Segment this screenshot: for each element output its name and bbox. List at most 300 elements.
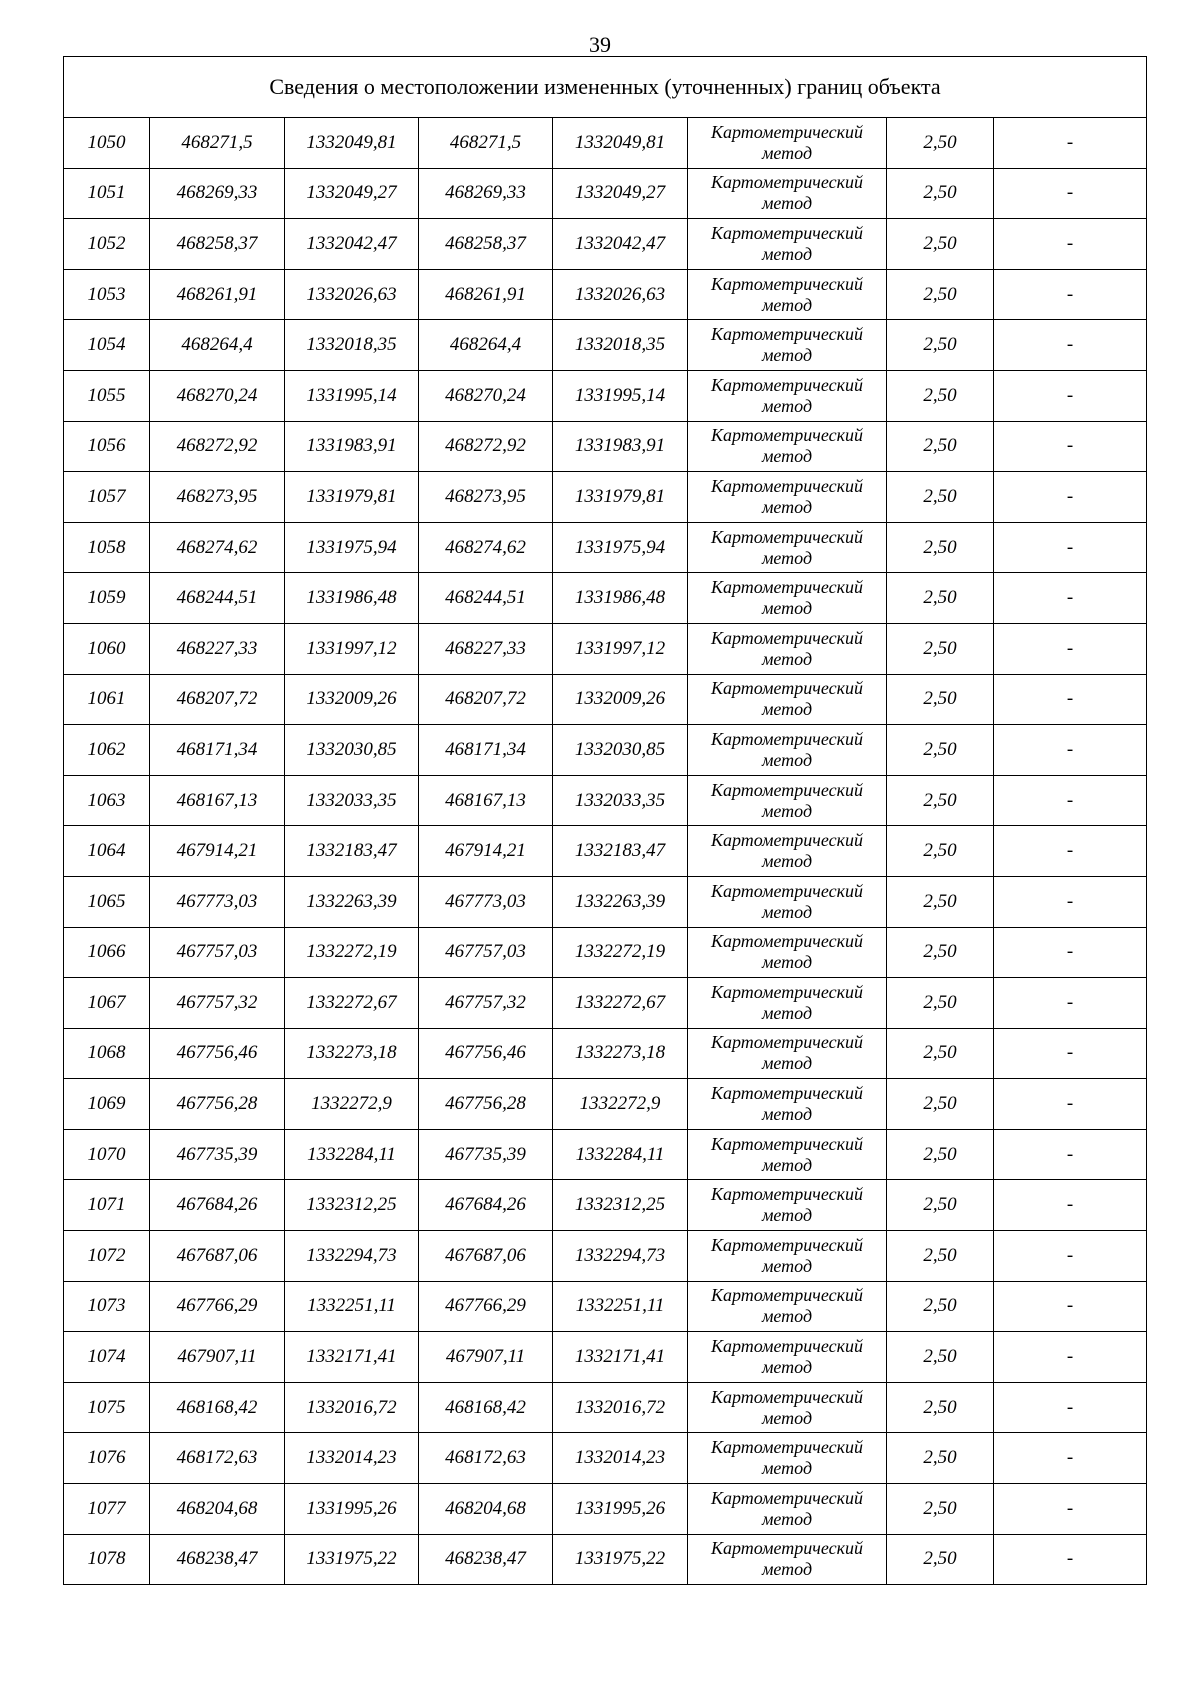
method-text-line-2: метод [761, 193, 813, 214]
point-number-cell: 1069 [64, 1079, 150, 1130]
accuracy-cell: 2,50 [887, 1382, 994, 1433]
accuracy-cell: 2,50 [887, 370, 994, 421]
existing-y-cell: 1332042,47 [285, 219, 419, 270]
point-number-cell: 1051 [64, 168, 150, 219]
new-x-cell: 467907,11 [419, 1332, 553, 1383]
note-cell: - [994, 168, 1147, 219]
note-cell: - [994, 1231, 1147, 1282]
existing-x-cell: 468261,91 [150, 269, 285, 320]
table-row [64, 1079, 1147, 1130]
method-cell [688, 421, 887, 472]
new-x-cell: 468269,33 [419, 168, 553, 219]
table-row [64, 168, 1147, 219]
existing-y-cell: 1332033,35 [285, 775, 419, 826]
accuracy-cell: 2,50 [887, 1180, 994, 1231]
table-row [64, 623, 1147, 674]
new-x-cell: 468168,42 [419, 1382, 553, 1433]
method-text-line-1: Картометрический [710, 1386, 863, 1407]
new-y-cell: 1332272,67 [553, 978, 688, 1029]
table-body [64, 118, 1147, 1585]
method-cell [688, 927, 887, 978]
accuracy-cell: 2,50 [887, 1332, 994, 1383]
method-text-line-2: метод [761, 598, 813, 619]
method-text-line-1: Картометрический [710, 627, 863, 648]
table-row [64, 927, 1147, 978]
new-x-cell: 467757,03 [419, 927, 553, 978]
existing-y-cell: 1332312,25 [285, 1180, 419, 1231]
table-row [64, 269, 1147, 320]
table-row [64, 725, 1147, 776]
method-text-line-1: Картометрический [710, 577, 863, 598]
table-row [64, 1382, 1147, 1433]
method-text-line-2: метод [761, 648, 813, 669]
table-row [64, 1484, 1147, 1535]
note-cell: - [994, 725, 1147, 776]
table-row [64, 1180, 1147, 1231]
existing-x-cell: 467914,21 [150, 826, 285, 877]
existing-y-cell: 1331975,94 [285, 522, 419, 573]
existing-y-cell: 1332272,9 [285, 1079, 419, 1130]
accuracy-cell: 2,50 [887, 472, 994, 523]
existing-y-cell: 1332171,41 [285, 1332, 419, 1383]
existing-x-cell: 468270,24 [150, 370, 285, 421]
point-number-cell: 1074 [64, 1332, 150, 1383]
note-cell: - [994, 1180, 1147, 1231]
table-row [64, 370, 1147, 421]
method-cell [688, 1129, 887, 1180]
method-cell [688, 1484, 887, 1535]
point-number-cell: 1076 [64, 1433, 150, 1484]
table-row [64, 1231, 1147, 1282]
note-cell: - [994, 876, 1147, 927]
note-cell: - [994, 623, 1147, 674]
method-text-line-1: Картометрический [710, 121, 863, 142]
existing-y-cell: 1332183,47 [285, 826, 419, 877]
method-cell [688, 674, 887, 725]
point-number-cell: 1056 [64, 421, 150, 472]
table-row [64, 421, 1147, 472]
existing-x-cell: 467766,29 [150, 1281, 285, 1332]
new-x-cell: 468204,68 [419, 1484, 553, 1535]
method-text-line-1: Картометрический [710, 981, 863, 1002]
method-text-line-2: метод [761, 496, 813, 517]
existing-y-cell: 1332272,67 [285, 978, 419, 1029]
point-number-cell: 1058 [64, 522, 150, 573]
method-cell [688, 1281, 887, 1332]
accuracy-cell: 2,50 [887, 1484, 994, 1535]
table-row [64, 1433, 1147, 1484]
method-text-line-1: Картометрический [710, 1437, 863, 1458]
accuracy-cell: 2,50 [887, 826, 994, 877]
point-number-cell: 1057 [64, 472, 150, 523]
point-number-cell: 1060 [64, 623, 150, 674]
method-text-line-2: метод [761, 901, 813, 922]
existing-x-cell: 468207,72 [150, 674, 285, 725]
new-x-cell: 467756,28 [419, 1079, 553, 1130]
method-cell [688, 1382, 887, 1433]
note-cell: - [994, 118, 1147, 169]
boundary-coordinates-table [63, 56, 1147, 1585]
new-y-cell: 1332312,25 [553, 1180, 688, 1231]
existing-y-cell: 1331995,14 [285, 370, 419, 421]
method-cell [688, 269, 887, 320]
method-text-line-1: Картометрический [710, 678, 863, 699]
note-cell: - [994, 269, 1147, 320]
point-number-cell: 1054 [64, 320, 150, 371]
method-text-line-2: метод [761, 243, 813, 264]
accuracy-cell: 2,50 [887, 1231, 994, 1282]
method-text-line-1: Картометрический [710, 830, 863, 851]
method-cell [688, 1079, 887, 1130]
method-cell [688, 370, 887, 421]
method-text-line-1: Картометрический [710, 374, 863, 395]
note-cell: - [994, 775, 1147, 826]
existing-x-cell: 467684,26 [150, 1180, 285, 1231]
method-text-line-1: Картометрический [710, 526, 863, 547]
existing-x-cell: 467773,03 [150, 876, 285, 927]
method-text-line-1: Картометрический [710, 172, 863, 193]
new-x-cell: 467914,21 [419, 826, 553, 877]
new-y-cell: 1332171,41 [553, 1332, 688, 1383]
method-text-line-2: метод [761, 142, 813, 163]
method-text-line-2: метод [761, 952, 813, 973]
point-number-cell: 1067 [64, 978, 150, 1029]
point-number-cell: 1065 [64, 876, 150, 927]
table-header-row [64, 57, 1147, 118]
accuracy-cell: 2,50 [887, 421, 994, 472]
new-y-cell: 1332251,11 [553, 1281, 688, 1332]
method-text-line-2: метод [761, 446, 813, 467]
accuracy-cell: 2,50 [887, 269, 994, 320]
note-cell: - [994, 1281, 1147, 1332]
method-cell [688, 876, 887, 927]
new-x-cell: 468261,91 [419, 269, 553, 320]
new-y-cell: 1332183,47 [553, 826, 688, 877]
existing-y-cell: 1332049,27 [285, 168, 419, 219]
note-cell: - [994, 320, 1147, 371]
new-y-cell: 1332016,72 [553, 1382, 688, 1433]
existing-y-cell: 1331986,48 [285, 573, 419, 624]
method-text-line-2: метод [761, 1508, 813, 1529]
table-row [64, 978, 1147, 1029]
new-y-cell: 1332026,63 [553, 269, 688, 320]
method-text-line-2: метод [761, 1458, 813, 1479]
method-text-line-2: метод [761, 1002, 813, 1023]
method-text-line-2: метод [761, 749, 813, 770]
method-text-line-2: метод [761, 1104, 813, 1125]
new-y-cell: 1332049,27 [553, 168, 688, 219]
existing-x-cell: 467757,32 [150, 978, 285, 1029]
existing-x-cell: 468168,42 [150, 1382, 285, 1433]
method-cell [688, 573, 887, 624]
method-cell [688, 118, 887, 169]
existing-y-cell: 1332018,35 [285, 320, 419, 371]
note-cell: - [994, 1433, 1147, 1484]
note-cell: - [994, 421, 1147, 472]
accuracy-cell: 2,50 [887, 168, 994, 219]
method-cell [688, 775, 887, 826]
new-x-cell: 467756,46 [419, 1028, 553, 1079]
table-row [64, 320, 1147, 371]
table-row [64, 522, 1147, 573]
new-x-cell: 467766,29 [419, 1281, 553, 1332]
method-text-line-2: метод [761, 1559, 813, 1580]
method-text-line-2: метод [761, 395, 813, 416]
method-cell [688, 320, 887, 371]
existing-x-cell: 468238,47 [150, 1534, 285, 1585]
method-text-line-1: Картометрический [710, 273, 863, 294]
method-text-line-1: Картометрический [710, 475, 863, 496]
table-row [64, 1281, 1147, 1332]
new-x-cell: 468172,63 [419, 1433, 553, 1484]
method-text-line-1: Картометрический [710, 1336, 863, 1357]
accuracy-cell: 2,50 [887, 674, 994, 725]
note-cell: - [994, 1534, 1147, 1585]
existing-y-cell: 1332294,73 [285, 1231, 419, 1282]
method-cell [688, 725, 887, 776]
new-y-cell: 1331995,26 [553, 1484, 688, 1535]
accuracy-cell: 2,50 [887, 219, 994, 270]
existing-y-cell: 1332016,72 [285, 1382, 419, 1433]
method-text-line-2: метод [761, 294, 813, 315]
existing-x-cell: 467687,06 [150, 1231, 285, 1282]
existing-y-cell: 1331997,12 [285, 623, 419, 674]
method-text-line-2: метод [761, 1053, 813, 1074]
new-y-cell: 1331986,48 [553, 573, 688, 624]
note-cell: - [994, 927, 1147, 978]
new-x-cell: 467757,32 [419, 978, 553, 1029]
table-row [64, 876, 1147, 927]
page-number: 39 [589, 32, 611, 57]
new-x-cell: 467687,06 [419, 1231, 553, 1282]
point-number-cell: 1062 [64, 725, 150, 776]
note-cell: - [994, 1484, 1147, 1535]
note-cell: - [994, 522, 1147, 573]
new-y-cell: 1332018,35 [553, 320, 688, 371]
existing-y-cell: 1332049,81 [285, 118, 419, 169]
table-row [64, 1332, 1147, 1383]
point-number-cell: 1052 [64, 219, 150, 270]
accuracy-cell: 2,50 [887, 775, 994, 826]
new-y-cell: 1332014,23 [553, 1433, 688, 1484]
method-cell [688, 1534, 887, 1585]
existing-y-cell: 1332030,85 [285, 725, 419, 776]
new-y-cell: 1332272,9 [553, 1079, 688, 1130]
method-text-line-2: метод [761, 1357, 813, 1378]
point-number-cell: 1078 [64, 1534, 150, 1585]
point-number-cell: 1061 [64, 674, 150, 725]
point-number-cell: 1055 [64, 370, 150, 421]
method-text-line-1: Картометрический [710, 1133, 863, 1154]
method-text-line-2: метод [761, 1306, 813, 1327]
table-title: Сведения о местоположении измененных (уточненных) границ объекта [64, 57, 1147, 118]
method-text-line-2: метод [761, 800, 813, 821]
accuracy-cell: 2,50 [887, 1129, 994, 1180]
new-x-cell: 468264,4 [419, 320, 553, 371]
method-text-line-2: метод [761, 1205, 813, 1226]
note-cell: - [994, 1028, 1147, 1079]
method-text-line-1: Картометрический [710, 880, 863, 901]
existing-x-cell: 467735,39 [150, 1129, 285, 1180]
table-row [64, 1028, 1147, 1079]
new-y-cell: 1332009,26 [553, 674, 688, 725]
new-y-cell: 1332263,39 [553, 876, 688, 927]
method-text-line-2: метод [761, 1154, 813, 1175]
method-text-line-2: метод [761, 1407, 813, 1428]
table-row [64, 1129, 1147, 1180]
method-cell [688, 1332, 887, 1383]
note-cell: - [994, 1079, 1147, 1130]
existing-x-cell: 468264,4 [150, 320, 285, 371]
method-cell [688, 168, 887, 219]
method-text-line-1: Картометрический [710, 1487, 863, 1508]
point-number-cell: 1066 [64, 927, 150, 978]
new-x-cell: 468171,34 [419, 725, 553, 776]
existing-x-cell: 467757,03 [150, 927, 285, 978]
method-cell [688, 472, 887, 523]
new-x-cell: 468207,72 [419, 674, 553, 725]
method-text-line-1: Картометрический [710, 1083, 863, 1104]
existing-y-cell: 1332284,11 [285, 1129, 419, 1180]
existing-x-cell: 468244,51 [150, 573, 285, 624]
point-number-cell: 1068 [64, 1028, 150, 1079]
method-text-line-1: Картометрический [710, 222, 863, 243]
accuracy-cell: 2,50 [887, 725, 994, 776]
note-cell: - [994, 1129, 1147, 1180]
new-y-cell: 1332273,18 [553, 1028, 688, 1079]
point-number-cell: 1070 [64, 1129, 150, 1180]
new-x-cell: 467773,03 [419, 876, 553, 927]
accuracy-cell: 2,50 [887, 573, 994, 624]
method-text-line-2: метод [761, 345, 813, 366]
point-number-cell: 1075 [64, 1382, 150, 1433]
accuracy-cell: 2,50 [887, 1433, 994, 1484]
existing-x-cell: 467907,11 [150, 1332, 285, 1383]
existing-y-cell: 1332014,23 [285, 1433, 419, 1484]
method-cell [688, 1180, 887, 1231]
new-x-cell: 468244,51 [419, 573, 553, 624]
table-row [64, 1534, 1147, 1585]
existing-x-cell: 468269,33 [150, 168, 285, 219]
method-text-line-1: Картометрический [710, 1538, 863, 1559]
table-row [64, 826, 1147, 877]
new-y-cell: 1332294,73 [553, 1231, 688, 1282]
method-cell [688, 219, 887, 270]
method-text-line-2: метод [761, 699, 813, 720]
existing-x-cell: 468204,68 [150, 1484, 285, 1535]
method-text-line-2: метод [761, 851, 813, 872]
existing-x-cell: 468274,62 [150, 522, 285, 573]
existing-y-cell: 1332272,19 [285, 927, 419, 978]
accuracy-cell: 2,50 [887, 623, 994, 674]
existing-x-cell: 467756,28 [150, 1079, 285, 1130]
method-text-line-1: Картометрический [710, 1032, 863, 1053]
method-text-line-1: Картометрический [710, 1184, 863, 1205]
accuracy-cell: 2,50 [887, 320, 994, 371]
table-row [64, 573, 1147, 624]
method-cell [688, 1231, 887, 1282]
point-number-cell: 1050 [64, 118, 150, 169]
method-cell [688, 522, 887, 573]
accuracy-cell: 2,50 [887, 978, 994, 1029]
new-x-cell: 468258,37 [419, 219, 553, 270]
existing-x-cell: 468273,95 [150, 472, 285, 523]
existing-y-cell: 1332009,26 [285, 674, 419, 725]
new-x-cell: 467684,26 [419, 1180, 553, 1231]
point-number-cell: 1053 [64, 269, 150, 320]
existing-y-cell: 1332251,11 [285, 1281, 419, 1332]
new-x-cell: 467735,39 [419, 1129, 553, 1180]
method-text-line-2: метод [761, 1255, 813, 1276]
existing-x-cell: 468172,63 [150, 1433, 285, 1484]
method-text-line-2: метод [761, 547, 813, 568]
accuracy-cell: 2,50 [887, 1028, 994, 1079]
existing-y-cell: 1331975,22 [285, 1534, 419, 1585]
point-number-cell: 1072 [64, 1231, 150, 1282]
note-cell: - [994, 674, 1147, 725]
new-x-cell: 468270,24 [419, 370, 553, 421]
table-row [64, 674, 1147, 725]
new-y-cell: 1332272,19 [553, 927, 688, 978]
method-cell [688, 1028, 887, 1079]
new-y-cell: 1331995,14 [553, 370, 688, 421]
note-cell: - [994, 826, 1147, 877]
new-x-cell: 468238,47 [419, 1534, 553, 1585]
note-cell: - [994, 978, 1147, 1029]
new-y-cell: 1332033,35 [553, 775, 688, 826]
note-cell: - [994, 472, 1147, 523]
new-y-cell: 1331975,94 [553, 522, 688, 573]
note-cell: - [994, 1382, 1147, 1433]
existing-x-cell: 468272,92 [150, 421, 285, 472]
accuracy-cell: 2,50 [887, 876, 994, 927]
existing-y-cell: 1331995,26 [285, 1484, 419, 1535]
method-cell [688, 1433, 887, 1484]
point-number-cell: 1059 [64, 573, 150, 624]
new-y-cell: 1331983,91 [553, 421, 688, 472]
new-y-cell: 1332030,85 [553, 725, 688, 776]
existing-x-cell: 468167,13 [150, 775, 285, 826]
table-row [64, 775, 1147, 826]
accuracy-cell: 2,50 [887, 1079, 994, 1130]
accuracy-cell: 2,50 [887, 1534, 994, 1585]
new-y-cell: 1332042,47 [553, 219, 688, 270]
existing-y-cell: 1332273,18 [285, 1028, 419, 1079]
existing-y-cell: 1331979,81 [285, 472, 419, 523]
method-text-line-1: Картометрический [710, 931, 863, 952]
new-x-cell: 468167,13 [419, 775, 553, 826]
existing-x-cell: 468271,5 [150, 118, 285, 169]
new-y-cell: 1331997,12 [553, 623, 688, 674]
point-number-cell: 1071 [64, 1180, 150, 1231]
point-number-cell: 1063 [64, 775, 150, 826]
new-x-cell: 468227,33 [419, 623, 553, 674]
accuracy-cell: 2,50 [887, 118, 994, 169]
method-text-line-1: Картометрический [710, 1285, 863, 1306]
existing-x-cell: 468227,33 [150, 623, 285, 674]
accuracy-cell: 2,50 [887, 927, 994, 978]
existing-x-cell: 468258,37 [150, 219, 285, 270]
point-number-cell: 1077 [64, 1484, 150, 1535]
new-y-cell: 1332049,81 [553, 118, 688, 169]
method-text-line-1: Картометрический [710, 728, 863, 749]
point-number-cell: 1064 [64, 826, 150, 877]
method-cell [688, 623, 887, 674]
existing-x-cell: 468171,34 [150, 725, 285, 776]
note-cell: - [994, 1332, 1147, 1383]
new-x-cell: 468272,92 [419, 421, 553, 472]
point-number-cell: 1073 [64, 1281, 150, 1332]
